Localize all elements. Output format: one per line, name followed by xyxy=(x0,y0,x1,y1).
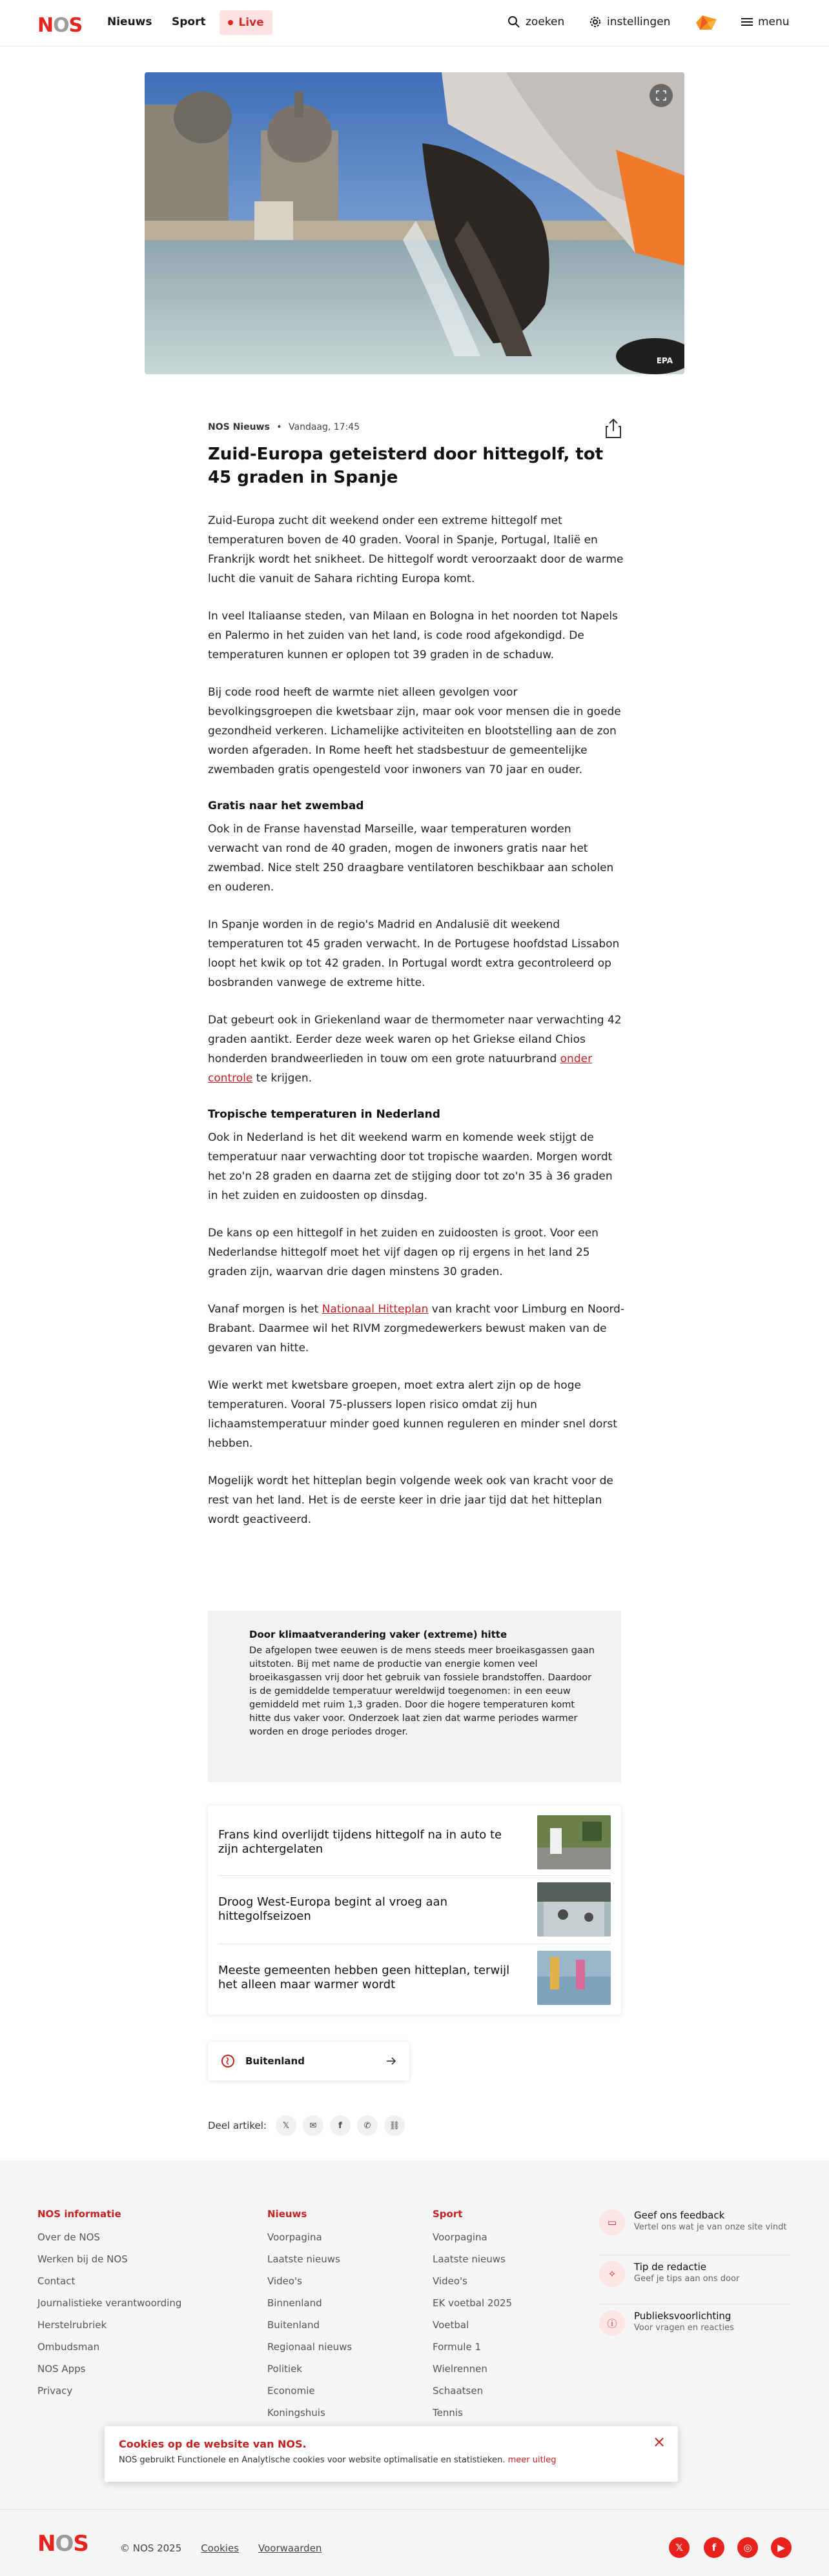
tag-label: Buitenland xyxy=(245,2055,305,2067)
footer-link[interactable]: Economie xyxy=(267,2385,315,2397)
footer-col-nieuws xyxy=(267,2208,352,2446)
hero-image xyxy=(145,72,684,374)
voorlichting-title: Publieksvoorlichting xyxy=(634,2310,732,2322)
tag-buitenland[interactable] xyxy=(208,2042,409,2080)
search-icon xyxy=(507,15,520,28)
related-title: Meeste gemeenten hebben geen hitteplan, terwijl het alleen maar warmer wordt xyxy=(218,1964,510,1991)
footer-col-title: Sport xyxy=(433,2208,463,2220)
footer-link[interactable]: Journalistieke verantwoording xyxy=(37,2297,182,2309)
footer-col-title: Nieuws xyxy=(267,2208,307,2220)
tip-title: Tip de redactie xyxy=(634,2261,706,2273)
footer-link[interactable]: Herstelrubriek xyxy=(37,2319,107,2331)
footer-link[interactable]: Politiek xyxy=(267,2363,302,2375)
article-meta xyxy=(208,422,360,432)
related-thumbnail xyxy=(537,1951,611,2005)
footer-col-sport xyxy=(433,2208,512,2424)
footer-col-title: NOS informatie xyxy=(37,2208,121,2220)
related-article[interactable] xyxy=(218,1809,611,1875)
email-share-icon[interactable]: ✉ xyxy=(303,2115,323,2136)
paragraph: Ook in de Franse havenstad Marseille, waar temperaturen worden verwacht van rond de 40 graden, mogen de inwoners gratis naar het zwembad. Nice stelt 250 draagbare ventilatoren beschikbaar aan scholen en ouderen. xyxy=(208,823,614,894)
paragraph-text: van kracht voor Limburg en Noord-Brabant. Daarmee wil het RIVM zorgmedewerkers bewust maken van de gevaren van hitte. xyxy=(208,1303,625,1354)
facebook-share-icon[interactable]: f xyxy=(330,2115,351,2136)
meta-separator: • xyxy=(276,422,282,432)
x-social-icon[interactable]: 𝕏 xyxy=(669,2537,690,2558)
paragraph: Bij code rood heeft de warmte niet alleen gevolgen voor bevolkingsgroepen die kwetsbaar zijn, maar ook voor mensen die in goede gezondheid verkeren. Lichamelijke activiteiten en blootstelling aan de zon worden afgeraden. In Rome heeft het stadsbestuur de gemeentelijke zwembaden gratis opengesteld voor inwoners van 70 jaar en ouder. xyxy=(208,686,621,776)
cookie-banner xyxy=(105,2426,678,2482)
hero-photo xyxy=(145,72,684,374)
expand-icon xyxy=(656,90,666,101)
share-bar xyxy=(208,2115,405,2136)
search-label: zoeken xyxy=(526,15,565,28)
x-share-icon[interactable]: 𝕏 xyxy=(276,2115,296,2136)
arrow-right-icon xyxy=(386,2057,396,2066)
instagram-social-icon[interactable]: ◎ xyxy=(737,2537,758,2558)
footer-link[interactable]: Ombudsman xyxy=(37,2341,100,2353)
related-article[interactable] xyxy=(218,1945,611,2011)
paragraph: Ook in Nederland is het dit weekend warm en komende week stijgt de temperatuur naar verwachting door tot tropische waarden. Morgen wordt het zo'n 28 graden en daarna zet de stijging door tot zo'n 35 à 36 graden in het zuiden en zuidoosten op dinsdag. xyxy=(208,1131,613,1202)
footer-link[interactable]: Tennis xyxy=(433,2407,463,2419)
image-credit: EPA xyxy=(656,356,673,365)
footer-link[interactable]: Voetbal xyxy=(433,2319,469,2331)
cookie-title: Cookies op de website van NOS. xyxy=(119,2438,307,2450)
live-dot-icon xyxy=(228,20,233,25)
link-nationaal-hitteplan[interactable]: Nationaal Hitteplan xyxy=(322,1303,429,1316)
footer-link[interactable]: Regionaal nieuws xyxy=(267,2341,353,2353)
feedback-title: Geef ons feedback xyxy=(634,2209,725,2221)
feedback-sub: Vertel ons wat je van onze site vindt xyxy=(634,2222,787,2232)
voorlichting-sub: Voor vragen en reacties xyxy=(634,2323,734,2333)
footer-link[interactable]: Schaatsen xyxy=(433,2385,484,2397)
expand-image-button[interactable] xyxy=(650,84,673,107)
related-thumbnail xyxy=(537,1815,611,1869)
chat-icon: ▭ xyxy=(599,2209,625,2235)
cookie-more-link[interactable]: meer uitleg xyxy=(507,2455,557,2465)
article-body xyxy=(208,511,625,1547)
footer-link[interactable]: Werken bij de NOS xyxy=(37,2253,128,2265)
tip-sub: Geef je tips aan ons door xyxy=(634,2274,740,2284)
gear-icon xyxy=(589,15,602,28)
paragraph-text: te krijgen. xyxy=(252,1072,312,1085)
paragraph-text: Vanaf morgen is het xyxy=(208,1303,322,1316)
copyright: © NOS 2025 xyxy=(120,2542,182,2554)
footer-link[interactable]: Koningshuis xyxy=(267,2407,325,2419)
related-articles xyxy=(208,1806,621,2015)
related-title: Frans kind overlijdt tijdens hittegolf na in auto te zijn achtergelaten xyxy=(218,1828,502,1856)
youtube-social-icon[interactable]: ▶ xyxy=(771,2537,792,2558)
share-icon[interactable] xyxy=(604,418,622,439)
paragraph: In Spanje worden in de regio's Madrid en Andalusië dit weekend temperaturen tot 45 graden verwacht. In de Portugese hoofdstad Lissabon loopt het kwik op tot 42 graden. In Portugal wordt extra gecontroleerd op bosbranden vanwege de extreme hitte. xyxy=(208,918,620,989)
settings-label: instellingen xyxy=(607,15,671,28)
paragraph: Wie werkt met kwetsbare groepen, moet extra alert zijn op de hoge temperaturen. Vooral 75-plussers lopen risico omdat zij hun lichaamstemperatuur minder goed kunnen reguleren en minder snel dorst hebben. xyxy=(208,1379,617,1450)
paragraph: De kans op een hittegolf in het zuiden en zuidoosten is groot. Voor een Nederlandse hittegolf moet het vijf dagen op rij ergens in het land 25 graden zijn, waarvan drie dagen minstens 30 graden. xyxy=(208,1227,599,1278)
article-source: NOS Nieuws xyxy=(208,422,270,432)
info-box-title: Door klimaatverandering vaker (extreme) hitte xyxy=(249,1629,507,1640)
lightbulb-icon: ✧ xyxy=(599,2261,625,2287)
info-icon: ⓘ xyxy=(599,2310,625,2336)
footer-legal-links xyxy=(120,2542,322,2554)
footer-link[interactable]: EK voetbal 2025 xyxy=(433,2297,513,2309)
paragraph-text: Dat gebeurt ook in Griekenland waar de thermometer naar verwachting 42 graden aantikt. Eerder deze week waren op het Griekse eiland Chios honderden brandweerlieden in touw om een grote natuurbrand xyxy=(208,1014,622,1065)
cookie-body: NOS gebruikt Functionele en Analytische cookies voor website optimalisatie en statistieken. xyxy=(119,2455,506,2465)
facebook-social-icon[interactable]: f xyxy=(704,2537,724,2558)
divider xyxy=(218,1875,611,1876)
share-label: Deel artikel: xyxy=(208,2120,267,2131)
live-button[interactable] xyxy=(220,10,272,35)
feedback-link[interactable] xyxy=(599,2209,790,2248)
footer-link[interactable]: Formule 1 xyxy=(433,2341,481,2353)
site-header xyxy=(0,0,829,46)
footer-link[interactable]: Video's xyxy=(433,2275,467,2287)
paragraph: In veel Italiaanse steden, van Milaan en Bologna in het noorden tot Napels en Palermo in het zuiden van het land, is code rood afgekondigd. De temperaturen kunnen er oplopen tot 39 graden in de schaduw. xyxy=(208,610,618,661)
close-icon[interactable]: × xyxy=(652,2433,666,2451)
footer-link[interactable]: NOS Apps xyxy=(37,2363,86,2375)
footer-link[interactable]: Laatste nieuws xyxy=(267,2253,340,2265)
menu-button[interactable] xyxy=(741,15,790,28)
paragraph xyxy=(208,1300,625,1358)
nos-logo[interactable]: NOS xyxy=(37,14,83,37)
footer-link[interactable]: Voorpagina xyxy=(433,2231,487,2243)
menu-label: menu xyxy=(758,15,790,28)
search-button[interactable] xyxy=(507,15,564,28)
link-share-icon[interactable]: ⛓ xyxy=(384,2115,405,2136)
footer-link[interactable]: Binnenland xyxy=(267,2297,322,2309)
voorlichting-link[interactable] xyxy=(599,2310,790,2349)
subheading: Gratis naar het zwembad xyxy=(208,800,364,812)
whatsapp-share-icon[interactable]: ✆ xyxy=(357,2115,378,2136)
settings-button[interactable] xyxy=(589,15,670,28)
paragraph xyxy=(208,1011,625,1088)
nav-nieuws[interactable]: Nieuws xyxy=(107,15,152,28)
footer-link[interactable]: Privacy xyxy=(37,2385,73,2397)
footer-link[interactable]: Buitenland xyxy=(267,2319,320,2331)
info-box-text: De afgelopen twee eeuwen is de mens steeds meer broeikasgassen gaan uitstoten. Bij met name de productie van energie komen veel broeikasgassen vrij door het gebruik van fossiele brandstoffen. Daardoor is de gemiddelde temperatuur wereldwijd toegenomen: in een eeuw gemiddeld met ruim 1,3 graden. Door die hogere temperaturen komt hitte dus vaker voor. Onderzoek laat zien dat warme periodes warmer worden en droge periodes droger. xyxy=(249,1645,595,1737)
article-time: Vandaag, 17:45 xyxy=(289,422,360,432)
terms-link[interactable]: Voorwaarden xyxy=(258,2542,322,2554)
cookie-text xyxy=(119,2455,664,2465)
footer-link[interactable]: Wielrennen xyxy=(433,2363,487,2375)
paragraph: Mogelijk wordt het hitteplan begin volgende week ook van kracht voor de rest van het land. Het is de eerste keer in drie jaar tijd dat het hitteplan wordt geactiveerd. xyxy=(208,1474,613,1526)
paragraph: Zuid-Europa zucht dit weekend onder een extreme hittegolf met temperaturen boven de 40 graden. Vooral in Spanje, Portugal, Italië en Frankrijk wordt het snikheet. De hittegolf wordt veroorzaakt door de warme lucht die vanuit de Sahara richting Europa komt. xyxy=(208,514,624,585)
info-box xyxy=(208,1611,621,1782)
subheading: Tropische temperaturen in Nederland xyxy=(208,1108,440,1121)
footer-link[interactable]: Over de NOS xyxy=(37,2231,100,2243)
related-article[interactable] xyxy=(218,1877,611,1942)
footer-col-nos-informatie xyxy=(37,2208,181,2402)
link-onder-controle[interactable]: onder controle xyxy=(208,1052,593,1085)
live-label: Live xyxy=(238,16,264,29)
related-thumbnail xyxy=(537,1882,611,1937)
npo-logo-icon[interactable] xyxy=(693,12,719,34)
cookies-link[interactable]: Cookies xyxy=(201,2542,239,2554)
footer-logo[interactable]: NOS xyxy=(37,2531,88,2557)
globe-icon xyxy=(221,2054,235,2068)
related-title: Droog West-Europa begint al vroeg aan hittegolfseizoen xyxy=(218,1895,447,1923)
footer-link[interactable]: Laatste nieuws xyxy=(433,2253,506,2265)
article-title: Zuid-Europa geteisterd door hittegolf, tot 45 graden in Spanje xyxy=(208,445,604,487)
tip-link[interactable] xyxy=(599,2261,790,2300)
footer-link[interactable]: Voorpagina xyxy=(267,2231,322,2243)
footer-link[interactable]: Contact xyxy=(37,2275,76,2287)
footer-link[interactable]: Video's xyxy=(267,2275,302,2287)
nav-sport[interactable]: Sport xyxy=(172,15,206,28)
hamburger-icon xyxy=(741,17,753,27)
